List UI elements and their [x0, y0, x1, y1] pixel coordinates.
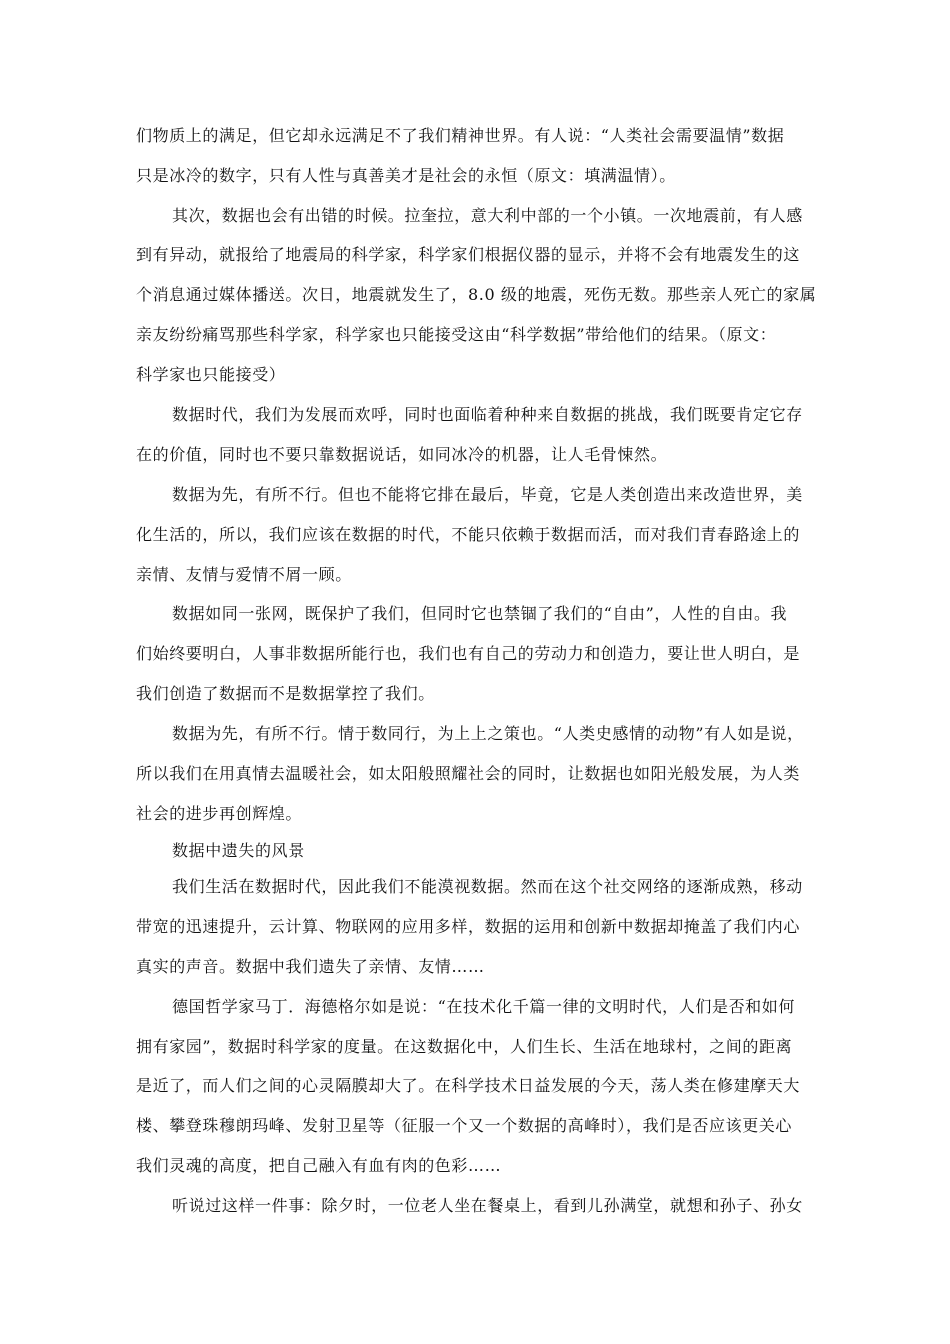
text-line: 化生活的，所以，我们应该在数据的时代，不能只依赖于数据而活，而对我们青春路途上的	[136, 525, 801, 544]
text-line: 亲友纷纷痛骂那些科学家，科学家也只能接受这由“科学数据”带给他们的结果。（原文：	[136, 325, 777, 344]
text-line: 们物质上的满足，但它却永远满足不了我们精神世界。有人说：“人类社会需要温情”数据	[136, 126, 785, 145]
text-line: 真实的声音。数据中我们遗失了亲情、友情……	[136, 957, 485, 976]
text-line: 只是冰冷的数字，只有人性与真善美才是社会的永恒（原文：填满温情）。	[136, 166, 676, 185]
text-line: 社会的进步再创辉煌。	[136, 804, 303, 823]
section-title: 数据中遗失的风景	[172, 841, 305, 860]
text-line: 数据为先，有所不行。情于数同行，为上上之策也。“人类史感情的动物”有人如是说，	[172, 724, 804, 743]
text-line: 楼、攀登珠穆朗玛峰、发射卫星等（征服一个又一个数据的高峰时），我们是否应该更关心	[136, 1116, 793, 1135]
text-line: 德国哲学家马丁．海德格尔如是说：“在技术化千篇一律的文明时代，人们是否和如何	[172, 997, 795, 1016]
text-line: 数据为先，有所不行。但也不能将它排在最后，毕竟，它是人类创造出来改造世界，美	[172, 485, 803, 504]
text-line: 其次，数据也会有出错的时候。拉奎拉，意大利中部的一个小镇。一次地震前，有人感	[172, 206, 803, 225]
text-line: 我们生活在数据时代，因此我们不能漠视数据。然而在这个社交网络的逐渐成熟，移动	[172, 877, 803, 896]
text-line: 我们创造了数据而不是数据掌控了我们。	[136, 684, 435, 703]
text-line: 带宽的迅速提升，云计算、物联网的应用多样，数据的运用和创新中数据却掩盖了我们内心	[136, 917, 801, 936]
text-line: 所以我们在用真情去温暖社会，如太阳般照耀社会的同时，让数据也如阳光般发展，为人类	[136, 764, 801, 783]
text-line: 在的价值，同时也不要只靠数据说话，如同冰冷的机器，让人毛骨悚然。	[136, 445, 668, 464]
text-line: 数据如同一张网，既保护了我们，但同时它也禁锢了我们的“自由”，人性的自由。我	[172, 604, 788, 623]
text-line: 科学家也只能接受）	[136, 365, 286, 384]
text-line: 听说过这样一件事：除夕时，一位老人坐在餐桌上，看到儿孙满堂，就想和孙子、孙女	[172, 1196, 803, 1215]
text-line: 到有异动，就报给了地震局的科学家，科学家们根据仪器的显示，并将不会有地震发生的这	[136, 245, 801, 264]
text-line: 个消息通过媒体播送。次日，地震就发生了，8.0 级的地震，死伤无数。那些亲人死亡的家属	[136, 285, 817, 304]
text-line: 是近了，而人们之间的心灵隔膜却大了。在科学技术日益发展的今天，荡人类在修建摩天大	[136, 1076, 801, 1095]
text-line: 亲情、友情与爱情不屑一顾。	[136, 565, 352, 584]
text-line: 拥有家园”，数据时科学家的度量。在这数据化中，人们生长、生活在地球村，之间的距离	[136, 1037, 793, 1056]
text-line: 数据时代，我们为发展而欢呼，同时也面临着种种来自数据的挑战，我们既要肯定它存	[172, 405, 803, 424]
text-line: 们始终要明白，人事非数据所能行也，我们也有自己的劳动力和创造力，要让世人明白，是	[136, 644, 801, 663]
text-line: 我们灵魂的高度，把自己融入有血有肉的色彩……	[136, 1156, 502, 1175]
